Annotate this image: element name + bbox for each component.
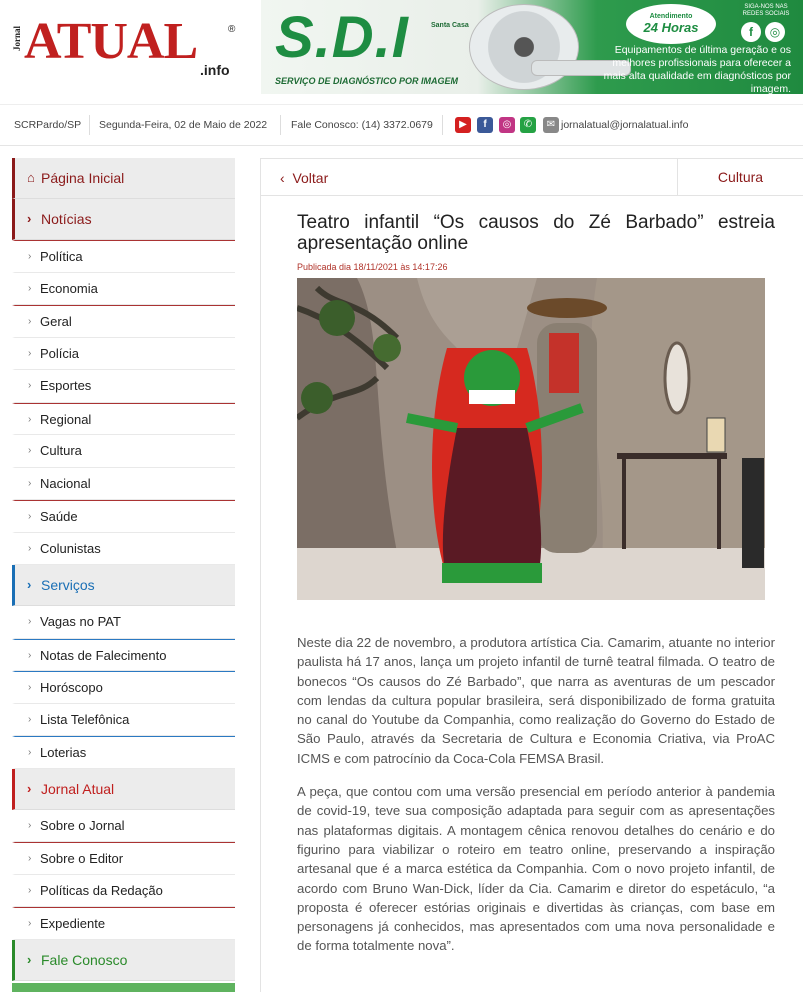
sidebar-item-label: Expediente — [40, 916, 106, 931]
instagram-icon[interactable]: ◎ — [499, 117, 515, 133]
chevron-right-icon: › — [27, 577, 32, 592]
sidebar-item-cultura[interactable] — [12, 435, 235, 468]
sidebar-item-label: Jornal Atual — [41, 780, 115, 797]
chevron-right-icon: › — [28, 542, 32, 554]
whatsapp-icon[interactable]: ✆ — [520, 117, 536, 133]
logo-suffix: .info — [200, 62, 230, 78]
chevron-right-icon: › — [28, 853, 32, 864]
sidebar-section-servicos[interactable] — [12, 565, 235, 606]
divider — [89, 115, 90, 135]
sidebar-item-label: Vagas no PAT — [40, 614, 121, 629]
site-logo[interactable] — [10, 12, 240, 82]
banner-hours: 24 Horas — [643, 20, 699, 35]
publish-date: Publicada dia 18/11/2021 às 14:17:26 — [297, 262, 448, 272]
sidebar-item-policia[interactable] — [12, 338, 235, 371]
sidebar-item-sobre-jornal[interactable] — [12, 810, 235, 843]
sidebar-item-loterias[interactable] — [12, 736, 235, 769]
sidebar-item-label: Cultura — [40, 443, 82, 458]
sidebar-item-economia[interactable] — [12, 273, 235, 306]
chevron-right-icon: › — [27, 951, 32, 967]
sidebar-menu — [12, 158, 235, 992]
chevron-right-icon: › — [28, 511, 32, 522]
sidebar-item-label: Polícia — [40, 345, 80, 361]
advertisement-banner[interactable] — [261, 0, 803, 94]
logo-main-text: ATUAL — [24, 13, 198, 70]
sidebar-item-saude[interactable] — [12, 500, 235, 533]
category-link[interactable]: Cultura — [677, 159, 803, 196]
home-icon: ⌂ — [27, 170, 35, 185]
sidebar-item-label: Política — [40, 249, 83, 264]
back-label: Voltar — [292, 170, 329, 186]
chevron-right-icon: › — [28, 918, 32, 929]
sidebar-item-label: Página Inicial — [41, 170, 125, 186]
chevron-right-icon: › — [28, 380, 32, 391]
chevron-right-icon: › — [28, 649, 32, 661]
sidebar-item-expediente[interactable] — [12, 907, 235, 940]
sidebar-item-label: Nacional — [40, 475, 91, 491]
sidebar-item-label: Lista Telefônica — [40, 711, 130, 727]
chevron-right-icon: › — [28, 884, 32, 896]
banner-brand: S.D.I — [275, 5, 409, 70]
chevron-right-icon: › — [28, 819, 32, 831]
article — [297, 212, 775, 956]
sidebar-item-vagas-pat[interactable] — [12, 606, 235, 639]
logo-small-text: Jornal — [12, 26, 22, 52]
sidebar-section-jornal-atual[interactable] — [12, 769, 235, 810]
article-body — [297, 633, 775, 956]
email-icon[interactable]: ✉ — [543, 117, 559, 133]
chevron-right-icon: › — [28, 445, 32, 456]
main-content — [260, 158, 803, 992]
sidebar-item-label: Sobre o Jornal — [40, 817, 125, 833]
chevron-right-icon: › — [28, 747, 32, 758]
current-date: Segunda-Feira, 02 de Maio de 2022 — [99, 119, 268, 131]
sidebar-item-sobre-editor[interactable] — [12, 842, 235, 875]
chevron-right-icon: › — [28, 316, 32, 327]
banner-hours-label: Atendimento — [649, 13, 693, 20]
theatre-puppets-image — [297, 278, 765, 600]
chevron-right-icon: › — [28, 713, 32, 725]
instagram-icon: ◎ — [765, 22, 785, 42]
chevron-right-icon: › — [28, 282, 32, 294]
sidebar-item-label: Regional — [40, 411, 92, 427]
chevron-right-icon: › — [28, 477, 32, 489]
divider — [442, 115, 443, 135]
sidebar-item-label: Colunistas — [40, 540, 101, 556]
sidebar-item-label: Notas de Falecimento — [40, 647, 167, 663]
sidebar-item-politica[interactable] — [12, 240, 235, 273]
chevron-left-icon: ‹ — [280, 170, 285, 186]
contact-phone: Fale Conosco: (14) 3372.0679 — [291, 119, 433, 131]
article-paragraph: A peça, que contou com uma versão presencial em período anterior à pandemia de covid-19, teve sua composição adaptada para seguir com as apresentações nas plataformas digitais. A montagem cênica renovou detalhes do cenário e do figurino para viabilizar o roteiro em teatro online, preservando a inspiração artesanal que é a marca estética da Companhia. Com o novo projeto infantil, de acordo com Bruno Wan-Dick, líder da Cia. Camarim e diretor do espetáculo, “a proposta é oferecer estórias originais e divertidas às crianças, com base em personagens já conhecidos, mas apresentados com uma nova personalidade e de forma totalmente nova”. — [297, 784, 775, 954]
contact-email[interactable]: jornalatual@jornalatual.info — [561, 119, 689, 131]
sidebar-item-label: Políticas da Redação — [40, 882, 163, 898]
banner-subtitle: SERVIÇO DE DIAGNÓSTICO POR IMAGEM — [275, 76, 459, 86]
banner-social-icons — [741, 22, 789, 42]
sidebar-item-label: Loterias — [40, 745, 87, 760]
city-label: SCRPardo/SP — [14, 119, 82, 131]
sidebar-item-esportes[interactable] — [12, 370, 235, 403]
sidebar-item-lista-telefonica[interactable] — [12, 704, 235, 737]
chevron-right-icon: › — [28, 413, 32, 425]
sidebar-item-label: Notícias — [41, 211, 92, 227]
chevron-right-icon: › — [27, 780, 32, 796]
chevron-right-icon: › — [28, 616, 32, 627]
banner-24h-badge — [626, 4, 716, 44]
chevron-right-icon: › — [28, 347, 32, 359]
logo-registered-mark: ® — [228, 24, 236, 35]
banner-social-label: SIGA-NOS NAS REDES SOCIAIS — [742, 4, 790, 17]
article-paragraph: Neste dia 22 de novembro, a produtora artística Cia. Camarim, atuante no interior paulista há 17 anos, lança um projeto infantil de turnê teatral filmada. O teatro de bonecos “Os causos do Zé Barbado”, que narra as aventuras de um pescador com lendas da cultura popular brasileira, será disponibilizado de forma gratuita no canal do Youtube da Companhia, como realização do Governo do Estado de São Paulo, através da Secretaria de Cultura e Economia Criativa, via ProAC ICMS e com patrocínio da Coca-Cola FEMSA Brasil. — [297, 635, 775, 766]
sidebar-item-colunistas[interactable] — [12, 533, 235, 566]
chevron-right-icon: › — [28, 251, 32, 262]
ct-scanner-image — [469, 4, 579, 90]
sidebar-item-notas-falecimento[interactable] — [12, 639, 235, 672]
back-link[interactable] — [280, 170, 328, 186]
sidebar-footer-bar — [12, 983, 235, 992]
facebook-icon: f — [741, 22, 761, 42]
info-bar — [0, 104, 803, 146]
sidebar-item-geral[interactable] — [12, 305, 235, 338]
sidebar-section-fale-conosco[interactable] — [12, 940, 235, 981]
article-nav-bar — [261, 158, 803, 196]
sidebar-item-politicas-redacao[interactable] — [12, 875, 235, 908]
sidebar-item-label: Esportes — [40, 378, 92, 393]
divider — [280, 115, 281, 135]
sidebar-item-regional[interactable] — [12, 403, 235, 436]
banner-tagline: Equipamentos de última geração e os melhores profissionais para oferecer a mais alta qualidade em diagnósticos por imagem. — [603, 44, 791, 94]
article-photo[interactable] — [297, 278, 765, 600]
sidebar-item-horoscopo[interactable] — [12, 671, 235, 704]
youtube-icon[interactable]: ▶ — [455, 117, 471, 133]
article-title: Teatro infantil “Os causos do Zé Barbado” estreia apresentação online — [297, 212, 775, 254]
sidebar-item-nacional[interactable] — [12, 468, 235, 501]
sidebar-item-label: Fale Conosco — [41, 951, 128, 968]
sidebar-item-label: Economia — [40, 280, 98, 296]
chevron-right-icon: › — [27, 211, 32, 226]
chevron-right-icon: › — [28, 682, 32, 693]
sidebar-item-label: Saúde — [40, 509, 78, 524]
sidebar-item-label: Serviços — [41, 577, 95, 593]
facebook-icon[interactable]: f — [477, 117, 493, 133]
sidebar-section-noticias[interactable] — [12, 199, 235, 240]
banner-partner: Santa Casa — [431, 22, 469, 29]
sidebar-item-label: Geral — [40, 314, 72, 329]
sidebar-item-label: Horóscopo — [40, 680, 103, 695]
sidebar-item-label: Sobre o Editor — [40, 851, 124, 866]
sidebar-item-home[interactable] — [12, 158, 235, 199]
